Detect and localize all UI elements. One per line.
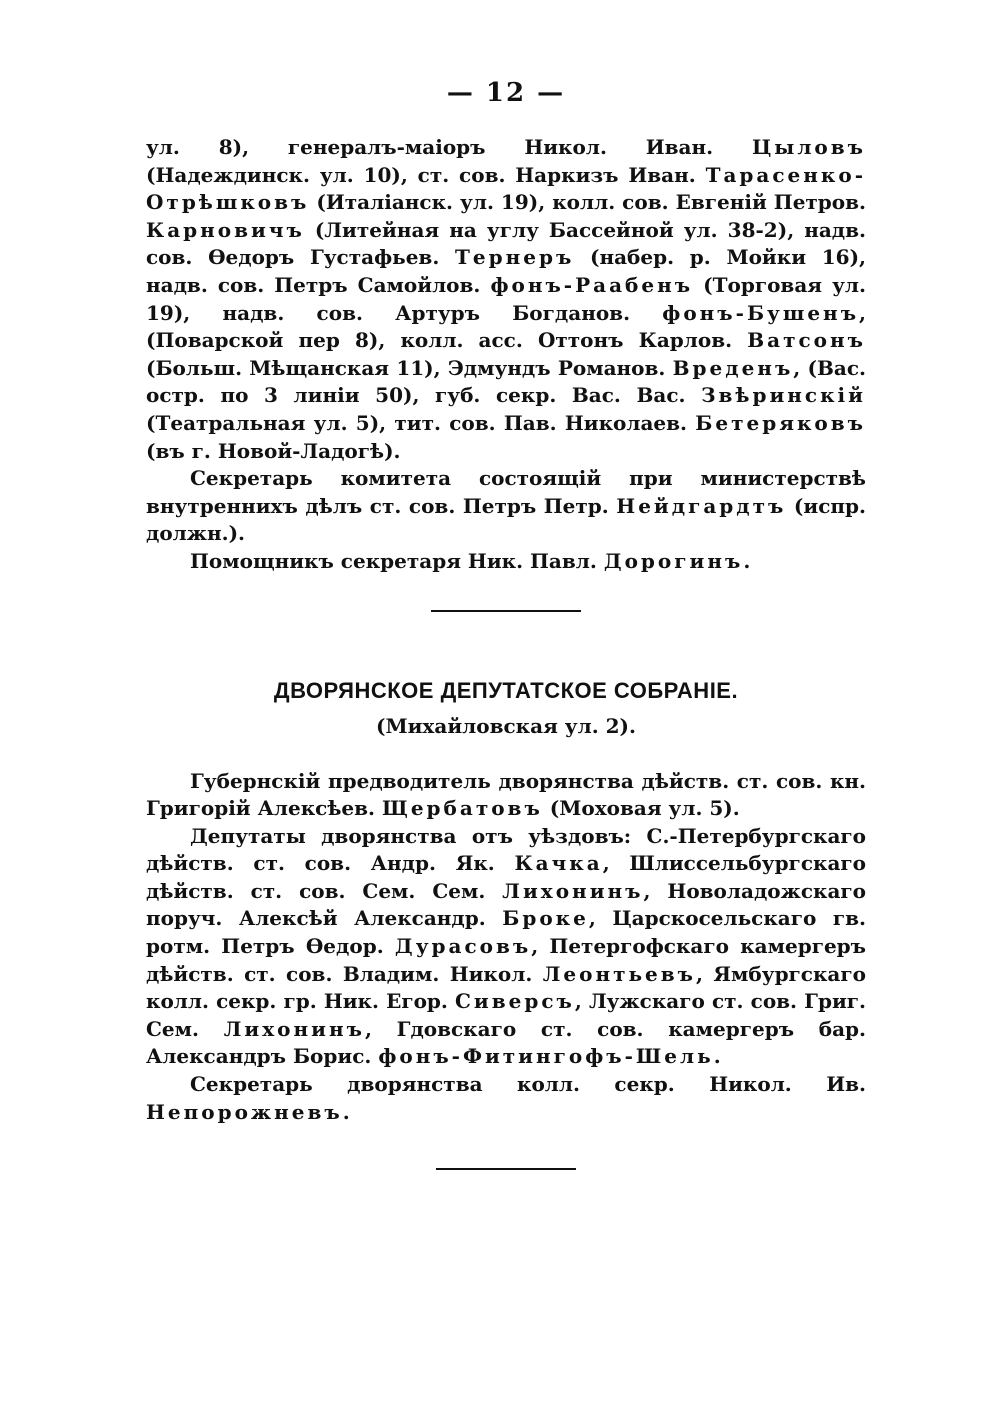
marshal-paragraph: Губернскій предводитель дворянства дѣйств. ст. сов. кн. Григорій Алексѣев. Щербатовъ (Моховая ул. 5). (146, 768, 866, 821)
surname: Сиверсъ (455, 989, 575, 1014)
surname: Дорогинъ (603, 548, 744, 573)
nobility-secretary-paragraph: Секретарь дворянства колл. секр. Никол. Ив. Непорожневъ. (146, 1072, 866, 1124)
section-divider (431, 610, 581, 612)
surname: фонъ-Раабенъ (490, 272, 694, 297)
surname: фонъ-Фитингофъ-Шель (378, 1044, 714, 1069)
section-title: ДВОРЯНСКОЕ ДЕПУТАТСКОЕ СОБРАНІЕ. (273, 677, 739, 703)
surname: фонъ-Бушенъ (662, 300, 860, 325)
surname: Леонтьевъ (542, 961, 697, 986)
surname: Карновичъ (146, 217, 305, 242)
deputies-paragraph: Депутаты дворянства отъ уѣздовъ: С.-Петербургскаго дѣйств. ст. сов. Андр. Як. Качка, Шлиссельбургскаго дѣйств. ст. сов. Сем. Сем. Лихонинъ, Новоладожскаго поруч. Алексѣй Александр. Броке, Царскосельскаго гв. ротм. Петръ Өедор. Дурасовъ, Петергофскаго камергеръ дѣйств. ст. сов. Владим. Никол. Леонтьевъ, Ямбургскаго колл. секр. гр. Ник. Егор. Сиверсъ, Лужскаго ст. сов. Григ. Сем. Лихонинъ, Гдовскаго ст. сов. камергеръ бар. Александръ Борис. фонъ-Фитингофъ-Шель. (146, 823, 867, 1069)
surname: Ватсонъ (747, 328, 866, 353)
surname: Дурасовъ (394, 934, 532, 959)
surname: Щербатовъ (381, 796, 543, 821)
surname: Тернеръ (455, 245, 575, 270)
committee-secretary-paragraph: Секретарь комитета состоящій при министерствѣ внутреннихъ дѣлъ ст. сов. Петръ Петр. Нейдгардтъ (испр. должн.). (146, 466, 866, 546)
section-subtitle: (Михайловская ул. 2). (376, 713, 636, 738)
assistant-secretary-paragraph: Помощникъ секретаря Ник. Павл. Дорогинъ. (190, 548, 751, 573)
surname: Броке (502, 906, 589, 931)
page-number: — 12 — (446, 78, 566, 108)
surname: Нейдгардтъ (616, 493, 787, 518)
surname: Лихонинъ (223, 1016, 365, 1041)
committee-members-paragraph: ул. 8), генералъ-маіоръ Никол. Иван. Цыловъ (Надеждинск. ул. 10), ст. сов. Наркизъ Иван. Тарасенко-Отрѣшковъ (Италіанск. ул. 19), колл. сов. Евгеній Петров. Карновичъ (Литейная на углу Бассейной ул. 38-2), надв. сов. Өедоръ Густафьев. Тернеръ (набер. р. Мойки 16), надв. сов. Петръ Самойлов. фонъ-Раабенъ (Торговая ул. 19), надв. сов. Артуръ Богданов. фонъ-Бушенъ, (Поварской пер 8), колл. асс. Оттонъ Карлов. Ватсонъ (Больш. Мѣщанская 11), Эдмундъ Романов. Вреденъ, (Вас. остр. по 3 линіи 50), губ. секр. Вас. Вас. Звѣринскій (Театральная ул. 5), тит. сов. Пав. Николаев. Бетеряковъ (въ г. Новой-Ладогѣ). (146, 135, 866, 463)
surname: Тарасенко-Отрѣшковъ (146, 162, 866, 215)
surname: Лихонинъ (502, 878, 644, 903)
document-page (146, 78, 866, 1170)
surname: Бетеряковъ (695, 410, 866, 435)
surname: Качка (514, 851, 603, 876)
end-divider (436, 1168, 576, 1170)
surname: Цыловъ (751, 135, 866, 159)
surname: Вреденъ (672, 355, 794, 380)
surname: Непорожневъ (146, 1099, 343, 1124)
surname: Звѣринскій (701, 383, 866, 408)
